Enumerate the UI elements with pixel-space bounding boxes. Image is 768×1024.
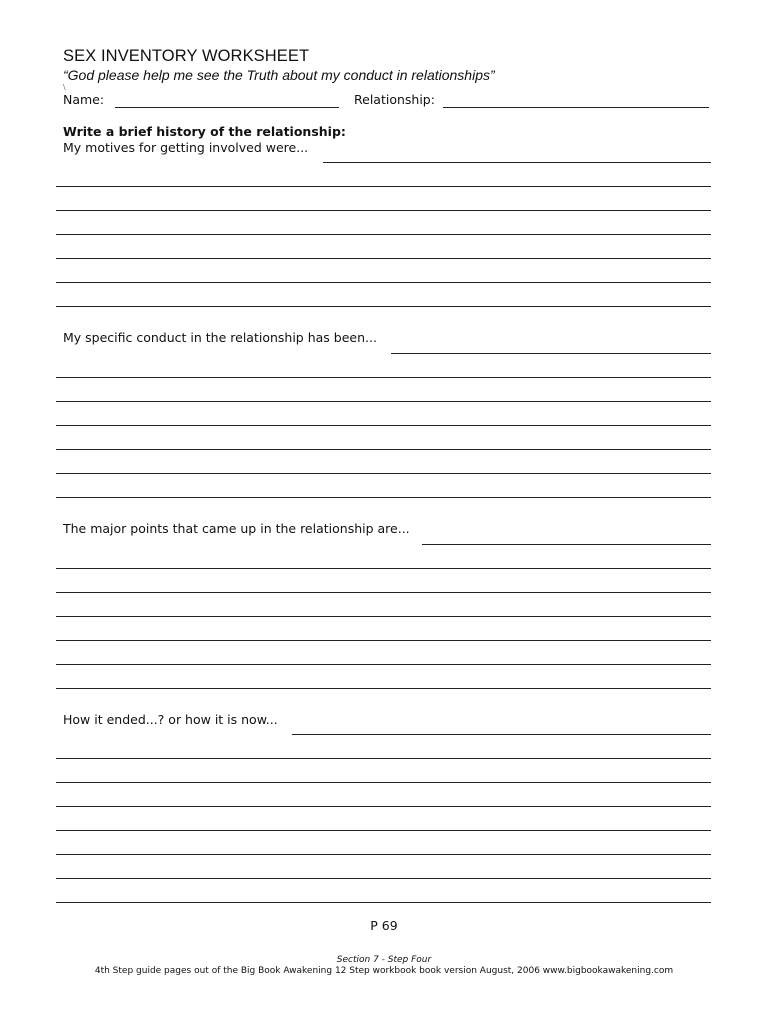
conduct-first-line[interactable]	[391, 353, 711, 354]
footer-credit: 4th Step guide pages out of the Big Book Awakening 12 Step workbook book version August, 2006 www.bigbookawakening.com	[94, 966, 674, 976]
major-points-line[interactable]	[56, 616, 711, 617]
motives-prompt: My motives for getting involved were...	[63, 140, 309, 155]
ending-prompt: How it ended...? or how it is now...	[63, 712, 278, 727]
major-points-line[interactable]	[56, 664, 711, 665]
motives-line[interactable]	[56, 186, 711, 187]
ending-line[interactable]	[56, 902, 711, 903]
name-label: Name:	[63, 92, 105, 107]
motives-first-line[interactable]	[323, 162, 711, 163]
conduct-prompt: My specific conduct in the relationship has been...	[63, 330, 377, 345]
footer-section: Section 7 - Step Four	[336, 955, 432, 965]
motives-line[interactable]	[56, 210, 711, 211]
conduct-line[interactable]	[56, 497, 711, 498]
ending-line[interactable]	[56, 758, 711, 759]
conduct-line[interactable]	[56, 449, 711, 450]
ending-first-line[interactable]	[292, 734, 711, 735]
worksheet-title: SEX INVENTORY WORKSHEET	[63, 47, 310, 65]
stray-mark: \	[63, 83, 66, 92]
motives-line[interactable]	[56, 258, 711, 259]
name-field-line[interactable]	[115, 107, 339, 108]
ending-line[interactable]	[56, 782, 711, 783]
ending-line[interactable]	[56, 806, 711, 807]
conduct-line[interactable]	[56, 401, 711, 402]
conduct-line[interactable]	[56, 473, 711, 474]
major-points-line[interactable]	[56, 640, 711, 641]
page-number: P 69	[370, 918, 398, 933]
motives-line[interactable]	[56, 306, 711, 307]
conduct-line[interactable]	[56, 425, 711, 426]
motives-line[interactable]	[56, 282, 711, 283]
relationship-label: Relationship:	[354, 92, 435, 107]
history-heading: Write a brief history of the relationship:	[63, 124, 346, 139]
major-points-first-line[interactable]	[422, 544, 711, 545]
conduct-line[interactable]	[56, 377, 711, 378]
prayer-subtitle: “God please help me see the Truth about my conduct in relationships”	[63, 67, 495, 83]
ending-line[interactable]	[56, 830, 711, 831]
major-points-line[interactable]	[56, 688, 711, 689]
relationship-field-line[interactable]	[443, 107, 709, 108]
ending-line[interactable]	[56, 854, 711, 855]
motives-line[interactable]	[56, 234, 711, 235]
major-points-line[interactable]	[56, 568, 711, 569]
major-points-line[interactable]	[56, 592, 711, 593]
ending-line[interactable]	[56, 878, 711, 879]
major-points-prompt: The major points that came up in the relationship are...	[63, 521, 410, 536]
